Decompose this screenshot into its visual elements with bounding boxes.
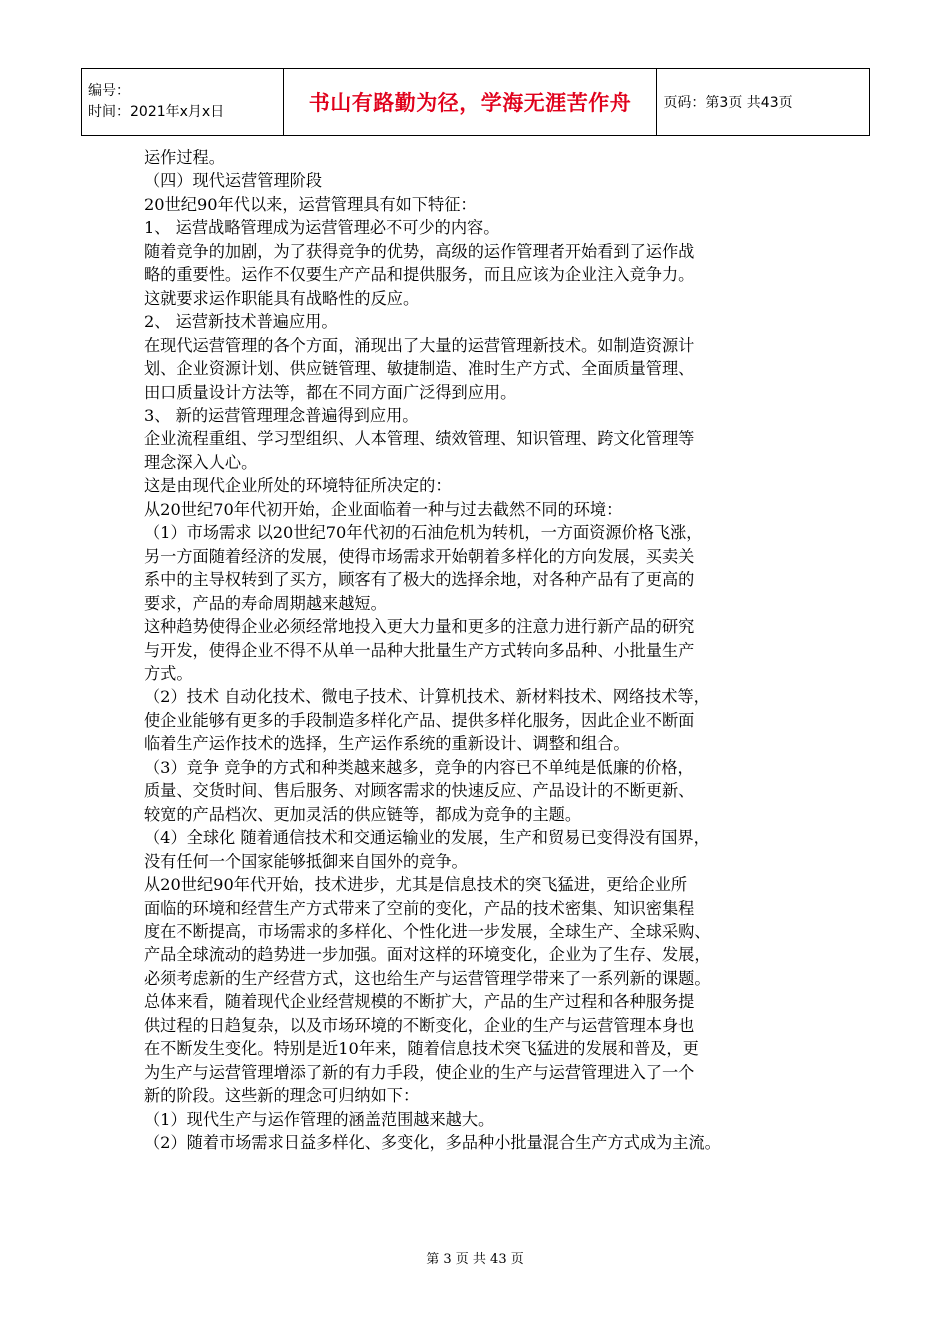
- body-line: （2）技术 自动化技术、微电子技术、计算机技术、新材料技术、网络技术等，: [144, 687, 710, 707]
- body-line: （2）随着市场需求日益多样化、多变化，多品种小批量混合生产方式成为主流。: [144, 1133, 721, 1153]
- body-line: 质量、交货时间、售后服务、对顾客需求的快速反应、产品设计的不断更新、: [144, 781, 695, 801]
- body-line: 从20世纪90年代开始，技术进步，尤其是信息技术的突飞猛进，更给企业所: [144, 875, 688, 895]
- body-line: 田口质量设计方法等，都在不同方面广泛得到应用。: [144, 382, 517, 402]
- body-line: （四）现代运营管理阶段: [144, 171, 323, 191]
- body-line: 面临的环境和经营生产方式带来了空前的变化，产品的技术密集、知识密集程: [144, 898, 695, 918]
- body-line: 方式。: [144, 663, 193, 683]
- body-line: （4）全球化 随着通信技术和交通运输业的发展，生产和贸易已变得没有国界，: [144, 828, 710, 848]
- body-line: 总体来看，随着现代企业经营规模的不断扩大，产品的生产过程和各种服务提: [144, 992, 695, 1012]
- body-line: 2、 运营新技术普遍应用。: [144, 312, 338, 332]
- page-header: [81, 68, 870, 136]
- body-line: 为生产与运营管理增添了新的有力手段，使企业的生产与运营管理进入了一个: [144, 1062, 695, 1082]
- body-line: 新的阶段。这些新的理念可归纳如下：: [144, 1086, 420, 1106]
- date-label: 时间：2021年x月x日: [88, 104, 225, 120]
- body-line: 要求，产品的寿命周期越来越短。: [144, 593, 387, 613]
- body-line: 运作过程。: [144, 148, 225, 167]
- body-line: 系中的主导权转到了买方，顾客有了极大的选择余地，对各种产品有了更高的: [144, 570, 695, 590]
- body-line: 没有任何一个国家能够抵御来自国外的竞争。: [144, 851, 468, 871]
- body-line: 在现代运营管理的各个方面，涌现出了大量的运营管理新技术。如制造资源计: [144, 335, 695, 355]
- header-page-info: 页码：第3页 共43页: [657, 69, 870, 136]
- body-line: 理念深入人心。: [144, 452, 258, 472]
- body-line: 3、 新的运营管理理念普遍得到应用。: [144, 405, 419, 425]
- header-motto-cell: [283, 69, 657, 136]
- body-line: （1）现代生产与运作管理的涵盖范围越来越大。: [144, 1109, 495, 1129]
- body-line: 在不断发生变化。特别是近10年来，随着信息技术突飞猛进的发展和普及，更: [144, 1039, 699, 1059]
- body-line: 企业流程重组、学习型组织、人本管理、绩效管理、知识管理、跨文化管理等: [144, 429, 695, 449]
- body-line: 度在不断提高，市场需求的多样化、个性化进一步发展，全球生产、全球采购、: [144, 921, 711, 941]
- body-line: （3）竞争 竞争的方式和种类越来越多，竞争的内容已不单纯是低廉的价格，: [144, 757, 694, 777]
- body-line: 这是由现代企业所处的环境特征所决定的：: [144, 476, 452, 496]
- body-line: 另一方面随着经济的发展，使得市场需求开始朝着多样化的方向发展，买卖关: [144, 546, 695, 566]
- body-line: 1、 运营战略管理成为运营管理必不可少的内容。: [144, 218, 500, 238]
- body-line: 随着竞争的加剧，为了获得竞争的优势，高级的运作管理者开始看到了运作战: [144, 241, 695, 261]
- body-line: 与开发，使得企业不得不从单一品种大批量生产方式转向多品种、小批量生产: [144, 640, 695, 660]
- body-line: （1）市场需求 以20世纪70年代初的石油危机为转机，一方面资源价格飞涨，: [144, 523, 703, 543]
- body-line: 较宽的产品档次、更加灵活的供应链等，都成为竞争的主题。: [144, 804, 582, 824]
- body-line: 略的重要性。运作不仅要生产产品和提供服务，而且应该为企业注入竞争力。: [144, 265, 695, 285]
- body-line: 供过程的日趋复杂，以及市场环境的不断变化，企业的生产与运营管理本身也: [144, 1015, 695, 1035]
- serial-label: 编号：: [88, 83, 130, 99]
- body-line: 使企业能够有更多的手段制造多样化产品、提供多样化服务，因此企业不断面: [144, 710, 695, 730]
- body-line: 20世纪90年代以来，运营管理具有如下特征：: [144, 194, 477, 214]
- body-line: 临着生产运作技术的选择，生产运作系统的重新设计、调整和组合。: [144, 734, 630, 754]
- document-body: [144, 146, 824, 1154]
- motto: 书山有路勤为径，学海无涯苦作舟: [308, 91, 632, 115]
- body-line: 划、企业资源计划、供应链管理、敏捷制造、准时生产方式、全面质量管理、: [144, 359, 695, 379]
- page-footer: 第 3 页 共 43 页: [426, 1252, 524, 1267]
- body-line: 产品全球流动的趋势进一步加强。面对这样的环境变化，企业为了生存、发展，: [144, 945, 711, 965]
- body-line: 必须考虑新的生产经营方式，这也给生产与运营管理学带来了一系列新的课题。: [144, 968, 711, 988]
- body-line: 从20世纪70年代初开始，企业面临着一种与过去截然不同的环境：: [144, 499, 623, 519]
- body-line: 这就要求运作职能具有战略性的反应。: [144, 288, 420, 308]
- body-line: 这种趋势使得企业必须经常地投入更大力量和更多的注意力进行新产品的研究: [144, 617, 695, 637]
- header-meta-cell: [82, 69, 284, 136]
